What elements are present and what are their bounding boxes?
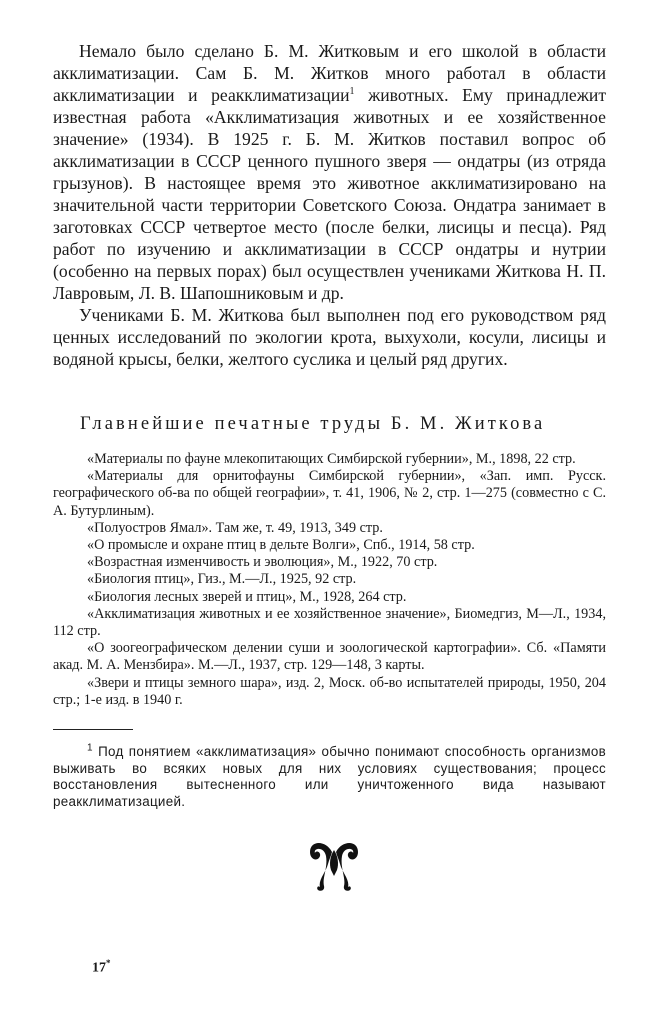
bibliography-entry: «Биология птиц», Гиз., М.—Л., 1925, 92 стр. xyxy=(87,571,357,588)
fleuron-ornament-icon xyxy=(304,838,364,894)
section-heading: Главнейшие печатные труды Б. М. Житкова xyxy=(80,414,546,434)
paragraph-1 xyxy=(53,40,606,304)
signature-mark: * xyxy=(106,958,111,968)
bibliography-entry: «О промысле и охране птиц в дельте Волги», Спб., 1914, 58 стр. xyxy=(87,537,475,554)
bibliography-entry: «Акклиматизация животных и ее хозяйственное значение», Биомедгиз, М—Л., 1934, 112 стр. xyxy=(53,605,606,640)
paragraph-2: Учениками Б. М. Житкова был выполнен под его руководством ряд ценных исследований по экологии крота, выхухоли, косули, лисицы и водяной крысы, белки, желтого суслика и целый ряд других. xyxy=(53,305,606,369)
footnote-body: Под понятием «акклиматизация» обычно понимают способность организмов выживать во всяких новых для них условиях существования; процесс восстановления вытесненного или уничтоженного вида называют реакклиматизацией. xyxy=(53,744,606,809)
page-content xyxy=(53,40,606,810)
bibliography-entry: «Полуостров Ямал». Там же, т. 49, 1913, 349 стр. xyxy=(87,519,383,536)
paragraph-1-part-1: Немало было сделано Б. М. Житковым и его школой в области акклиматизации. Сам Б. М. Житков много работал в области акклиматизации и реакклиматизации xyxy=(53,41,606,105)
bibliography-entry: «Материалы для орнитофауны Симбирской губернии», «Зап. имп. Русск. географического об-ва по общей географии», т. 41, 1906, № 2, стр. 1—275 (совместно с С. А. Бутурлиным). xyxy=(53,468,606,519)
bibliography-entry: «Звери и птицы земного шара», изд. 2, Моск. об-во испытателей природы, 1950, 204 стр.; 1-е изд. в 1940 г. xyxy=(53,674,606,708)
paragraph-1-part-2: животных. Ему принадлежит известная работа «Акклиматизация животных и ее хозяйственное значение» (1934). В 1925 г. Б. М. Житков поставил вопрос об акклиматизации в СССР ценного пушного зверя — ондатры (из отряда грызунов). В настоящее время это животное акклиматизировано на значительной части территории Советского Союза. Ондатра занимает в заготовках СССР четвертое место (после белки, лисицы и песца). Ряд работ по изучению и акклиматизации в СССР ондатры и нутрии (особенно на первых порах) был осуществлен учениками Житкова Н. П. Лавровым, Л. В. Шапошниковым и др. xyxy=(53,85,607,303)
bibliography-entry: «О зоогеографическом делении суши и зоологической картографии». Сб. «Памяти акад. М. А. Мензбира». М.—Л., 1937, стр. 129—148, 3 карты. xyxy=(53,640,606,674)
bibliography-entry: «Биология лесных зверей и птиц», М., 1928, 264 стр. xyxy=(87,588,407,605)
bibliography-entry: «Материалы по фауне млекопитающих Симбирской губернии», М., 1898, 22 стр. xyxy=(87,451,576,467)
page-number xyxy=(92,958,111,977)
footnote-marker: 1 xyxy=(87,742,93,754)
main-text xyxy=(53,40,606,370)
footnote xyxy=(53,744,606,810)
footnote-reference[interactable]: 1 xyxy=(349,86,355,98)
bibliography-list xyxy=(53,451,606,709)
bibliography-entry: «Возрастная изменчивость и эволюция», М., 1922, 70 стр. xyxy=(87,554,438,571)
footnote-separator xyxy=(53,729,133,730)
footnote-text xyxy=(53,744,606,810)
page-number-value: 17 xyxy=(92,960,106,976)
